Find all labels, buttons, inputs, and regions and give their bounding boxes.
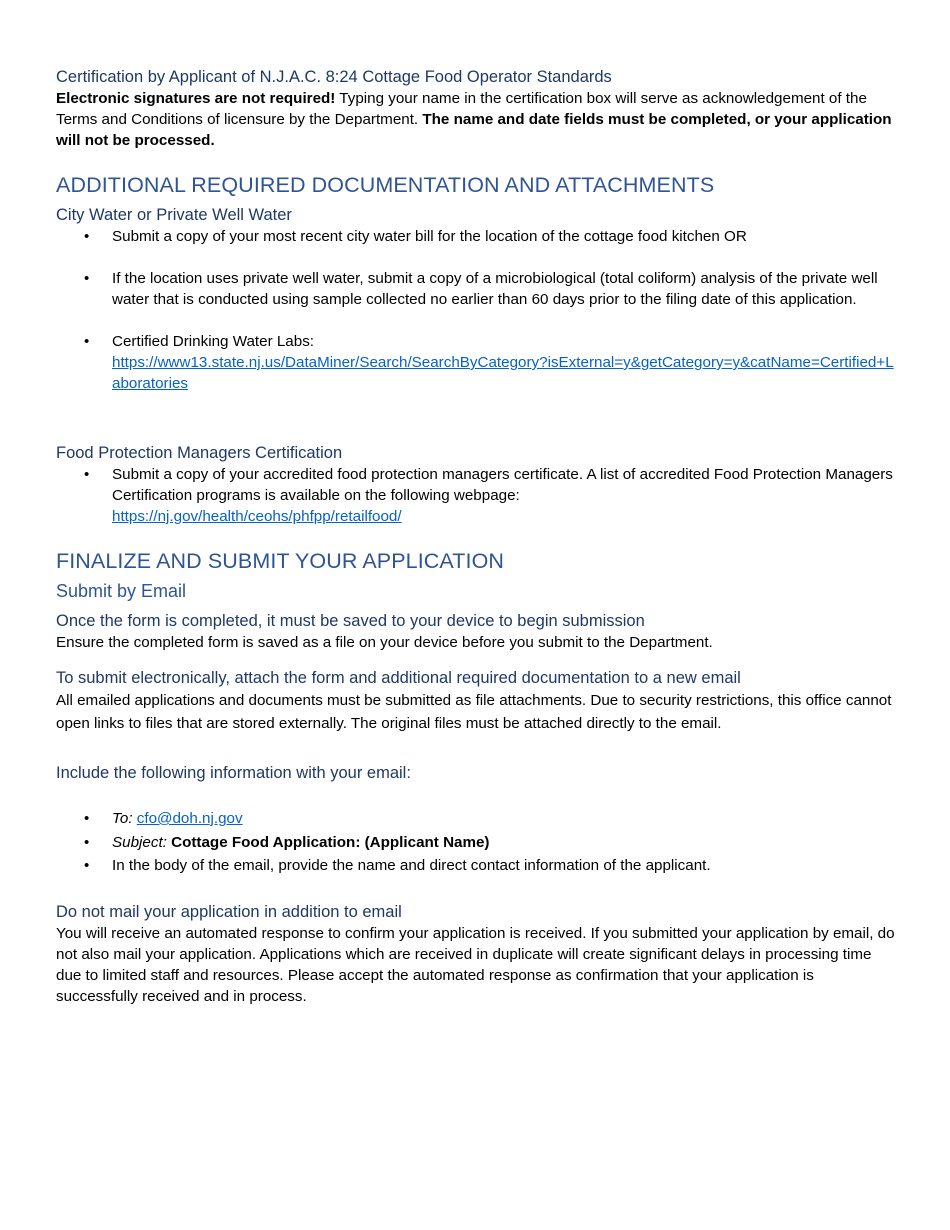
certification-heading: Certification by Applicant of N.J.A.C. 8:24 Cottage Food Operator Standards <box>56 68 612 86</box>
nomail-heading: Do not mail your application in addition to email <box>56 903 402 921</box>
saved-heading: Once the form is completed, it must be saved to your device to begin submission <box>56 612 645 630</box>
water-item-well: • If the location uses private well water, submit a copy of a microbiological (total coliform) analysis of the private well water that is conducted using sample collected no earlier than 60 days prior to the filing date of this application. <box>56 268 896 310</box>
certification-text <box>56 88 896 151</box>
water-item-labs <box>56 331 896 394</box>
labs-link[interactable]: https://www13.state.nj.us/DataMiner/Search/SearchByCategory?isExternal=y&getCategory=y&catName=Certified+Laboratories <box>112 354 894 392</box>
subject-value: Cottage Food Application: (Applicant Name) <box>171 834 490 851</box>
include-list <box>56 807 896 877</box>
saved-text: Ensure the completed form is saved as a file on your device before you submit to the Department. <box>56 634 713 651</box>
to-label: To: <box>112 810 133 827</box>
submit-email-heading: Submit by Email <box>56 581 187 601</box>
attach-text: All emailed applications and documents must be submitted as file attachments. Due to security restrictions, this office cannot open links to files that are stored externally. The original files must be attached directly to the email. <box>56 692 892 732</box>
fpm-item <box>56 464 896 527</box>
certification-body: Typing your name in the certification box will serve as acknowledgement of the Terms and Conditions of licensure by the Department. <box>56 90 867 128</box>
fpm-heading: Food Protection Managers Certification <box>56 444 343 462</box>
nomail-text: You will receive an automated response to confirm your application is received. If you submitted your application by email, do not also mail your application. Applications which are received in duplicate will create significant delays in processing time due to limited staff and resources. Please accept the automated response as confirmation that your application is successfully received and in process. <box>56 925 895 1005</box>
additional-docs-heading: ADDITIONAL REQUIRED DOCUMENTATION AND ATTACHMENTS <box>56 173 715 197</box>
water-list <box>56 226 896 394</box>
include-item-subject <box>56 831 896 854</box>
water-item-bill: • Submit a copy of your most recent city water bill for the location of the cottage food kitchen OR <box>56 226 896 247</box>
fpm-item-text: Submit a copy of your accredited food protection managers certificate. A list of accredited Food Protection Managers Certification programs is available on the following webpage: <box>112 466 893 504</box>
retailfood-link[interactable]: https://nj.gov/health/ceohs/phfpp/retailfood/ <box>112 508 402 525</box>
fpm-list <box>56 464 896 527</box>
water-heading: City Water or Private Well Water <box>56 206 292 224</box>
finalize-heading: FINALIZE AND SUBMIT YOUR APPLICATION <box>56 549 505 573</box>
certification-bold-2: The name and date fields must be completed, or your application will not be processed. <box>56 111 892 149</box>
certification-bold-1: Electronic signatures are not required! <box>56 90 336 107</box>
labs-label: Certified Drinking Water Labs: <box>112 333 315 350</box>
include-item-body: • In the body of the email, provide the name and direct contact information of the applicant. <box>56 854 896 877</box>
cfo-email-link[interactable]: cfo@doh.nj.gov <box>136 810 243 827</box>
document-page <box>56 66 896 1007</box>
subject-label: Subject: <box>112 834 167 851</box>
include-heading: Include the following information with your email: <box>56 764 411 782</box>
attach-heading: To submit electronically, attach the form and additional required documentation to a new email <box>56 669 741 687</box>
include-item-to <box>56 807 896 831</box>
